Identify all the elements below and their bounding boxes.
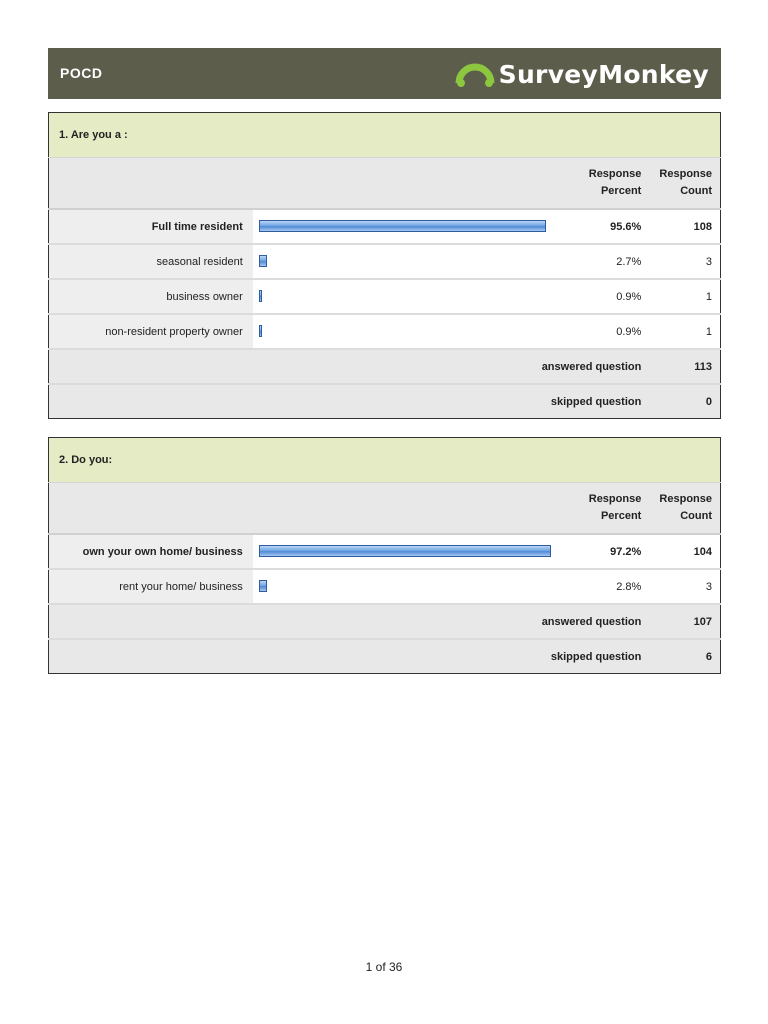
response-bar [259, 325, 262, 337]
response-percent-header: Response Percent [569, 158, 647, 210]
skipped-count: 6 [647, 639, 720, 674]
answer-row [49, 314, 721, 349]
answered-label: answered question [49, 604, 648, 639]
answer-row [49, 209, 721, 244]
skipped-row [49, 384, 721, 419]
brand-name: SurveyMonkey [498, 59, 709, 89]
answered-count: 107 [647, 604, 720, 639]
question-title: 2. Do you: [49, 438, 721, 483]
brand-logo [455, 58, 709, 90]
response-count-header: Response Count [647, 483, 720, 535]
response-percent: 95.6% [569, 209, 647, 244]
response-count: 1 [647, 279, 720, 314]
skipped-label: skipped question [49, 639, 648, 674]
answer-row [49, 534, 721, 569]
response-count: 3 [647, 244, 720, 279]
answer-label: seasonal resident [49, 244, 253, 279]
response-count: 108 [647, 209, 720, 244]
response-percent: 2.8% [569, 569, 647, 604]
answer-label: non-resident property owner [49, 314, 253, 349]
response-count-header: Response Count [647, 158, 720, 210]
answered-row [49, 604, 721, 639]
answer-row [49, 279, 721, 314]
survey-title: POCD [60, 65, 103, 81]
answer-row [49, 569, 721, 604]
answer-row [49, 244, 721, 279]
response-percent: 97.2% [569, 534, 647, 569]
response-bar [259, 220, 546, 232]
answered-row [49, 349, 721, 384]
response-count: 3 [647, 569, 720, 604]
question-2-table [48, 437, 721, 674]
response-count: 1 [647, 314, 720, 349]
answer-label: own your own home/ business [49, 534, 253, 569]
response-percent: 2.7% [569, 244, 647, 279]
response-bar [259, 255, 267, 267]
answered-count: 113 [647, 349, 720, 384]
skipped-row [49, 639, 721, 674]
question-title: 1. Are you a : [49, 113, 721, 158]
response-percent: 0.9% [569, 279, 647, 314]
answer-label: business owner [49, 279, 253, 314]
answer-label: Full time resident [49, 209, 253, 244]
skipped-label: skipped question [49, 384, 648, 419]
response-bar [259, 290, 262, 302]
response-bar [259, 545, 551, 557]
skipped-count: 0 [647, 384, 720, 419]
answered-label: answered question [49, 349, 648, 384]
answer-label: rent your home/ business [49, 569, 253, 604]
response-count: 104 [647, 534, 720, 569]
question-1-table [48, 112, 721, 419]
response-bar [259, 580, 267, 592]
page-number: 1 of 36 [365, 960, 403, 974]
report-header [48, 48, 721, 99]
response-percent-header: Response Percent [569, 483, 647, 535]
response-percent: 0.9% [569, 314, 647, 349]
monkey-logo-icon [455, 61, 495, 87]
